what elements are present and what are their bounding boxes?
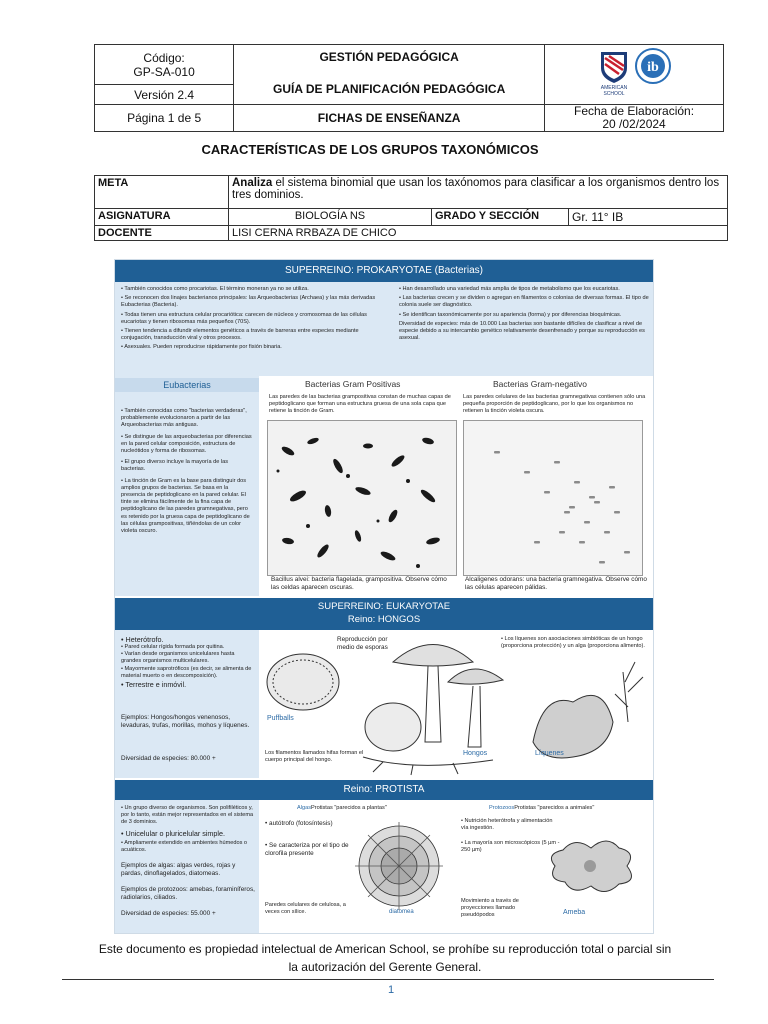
document-title: CARACTERÍSTICAS DE LOS GRUPOS TAXONÓMICOS [201,142,539,157]
gram-positive-text: Las paredes de las bacterias grampositivas constan de muchas capas de peptidoglicano que forman una estructura gruesa de una sola capa que retiene la tinción de Gram. [269,394,451,415]
gram-positive-caption: Bacillus alvei: bacteria flagelada, grampositiva. Observe cómo las celdas aparecen oscuras. [271,576,447,591]
protista-item: • Unicelular o pluricelular simple. [121,828,225,838]
page-cell: Página 1 de 5 [95,105,234,132]
puffballs-label: Puffballs [267,715,294,722]
prok-right-item: • Las bacterias crecen y se dividen o agregan en filamentos o colonias de diversas formas. El tipo de colonia suele ser diagnóstico. [399,295,649,309]
ib-logo [634,47,672,85]
protista-list [121,805,255,854]
protozoa-point-1: • Nutrición heterótrofa y alimentación vía ingestión. [461,818,553,832]
header-title-1: GESTIÓN PEDAGÓGICA [319,49,459,64]
algae-heading-blue: Algas [297,805,311,811]
meta-text [229,176,728,209]
page-number: 1 [388,984,395,996]
fungi-item: • Terrestre e inmóvil. [121,680,187,690]
gram-positive-micrograph [267,420,457,576]
eukaryotae-banner [115,598,653,630]
prok-left-item: • Asexuales. Pueden reproducirse rápidamente por fisión binaria. [121,344,282,351]
taxonomy-poster [114,259,654,934]
date-cell [545,105,724,132]
eubacteria-title: Eubacterias [115,378,259,392]
date-value: 20 /02/2024 [602,117,666,131]
prok-right-item: Diversidad de especies: más de 10.000 Las bacterias son bastante difíciles de clasificar a nivel de especie debido a su intercambio genético relativamente desenfrenado y porque su reproducción es asexual. [399,320,645,342]
algae-point-2: • Se caracteriza por el tipo de clorofila presente [265,842,349,857]
gram-positive-cells-image [268,421,456,575]
teacher-label: DOCENTE [95,226,229,241]
protista-item: • Ampliamente extendido en ambientes húmedos o acuáticos. [121,839,248,853]
prok-left-item: • También conocidos como procariotas. El término moneran ya no se utiliza. [121,286,309,292]
fungi-item: • Heterótrofo. [121,635,164,644]
header-title-2: GUÍA DE PLANIFICACIÓN PEDAGÓGICA [273,81,506,96]
gram-negative-title: Bacterias Gram-negativo [493,379,588,389]
hyphae-label: Los filamentos llamados hifas forman el cuerpo principal del hongo. [265,750,364,764]
meta-verb: Analiza [232,177,273,189]
code-value: GP-SA-010 [133,64,195,79]
footer-notice: Este documento es propiedad intelectual de American School, se prohíbe su reproducción total o parcial sin la autorización del Gerente General. [98,942,672,974]
protista-diversity: Diversidad de especies: 55.000 + [121,910,216,917]
algae-heading-text: Protistas "parecidos a plantas" [311,805,387,811]
hongos-kingdom-title: Reino: HONGOS [347,614,421,625]
code-label: Código: [143,50,185,65]
lichen-text: • Los líquenes son asociaciones simbióticas de un hongo (proporciona protección) y un alga (proporciona alimento). [501,636,645,650]
eubac-item: • Se distingue de las arqueobacterias por diferencias en la pared celular composición, estructura de nucleótidos y forma de ribosomas. [121,433,252,455]
protozoa-examples: Ejemplos de protozoos: amebas, foraminíferos, radiolarios, ciliados. [121,886,255,901]
fungi-diversity: Diversidad de especies: 80.000 + [121,755,216,762]
prokaryotae-banner: SUPERREINO: PROKARYOTAE (Bacterias) [115,260,653,282]
protozoa-heading-blue: Protozoos [489,805,515,811]
logo-caption: AMERICAN SCHOOL [600,85,628,97]
protozoa-heading [489,805,649,812]
protozoa-heading-text: Protistas "parecidos a animales" [514,805,595,811]
gram-negative-caption: Alcaligenes odorans: una bacteria gramnegativa. Observe cómo las células aparecen pálidas. [465,576,647,591]
prokaryotae-left-list [121,286,383,352]
spore-label: Reproducción por medio de esporas [337,636,388,651]
prok-right-item: • Se identifican taxonómicamente por su apariencia (forma) y por diferencias bioquímicas. [399,311,622,318]
algae-heading [297,805,467,812]
gram-negative-micrograph [463,420,643,576]
diatom-illustration [347,816,451,916]
grade-label: GRADO Y SECCIÓN [432,209,569,226]
svg-text:ib: ib [647,60,659,75]
eukaryotae-title: SUPERREINO: EUKARYOTAE [317,601,451,612]
eubac-item: • También conocidas como "bacterias verdaderas", probablemente evolucionaron a partir de las Arqueobacterias más antiguas. [121,408,247,429]
meta-table [94,175,728,241]
prok-left-item: • Se reconocen dos linajes bacterianos principales: las Arqueobacterias (Archaea) y las más derivadas Eubacterias (Bacteria). [121,295,376,309]
date-label: Fecha de Elaboración: [573,104,695,118]
prok-left-item: • Todas tienen una estructura celular procariótica: carecen de núcleos y cromosomas de las células eucariotas y tienen ribosomas más pequeños (70S). [121,311,367,325]
gram-negative-cells-image [464,421,642,575]
liquenes-label: Líquenes [535,750,564,757]
prok-left-item: • Tienen tendencia a difundir elementos genéticos a través de barreras entre especies mediante conjugación, transducción viral y otros procesos. [121,328,359,342]
version-cell: Versión 2.4 [95,85,234,105]
diatomea-label: diatomea [389,909,414,915]
algae-examples: Ejemplos de algas: algas verdes, rojas y pardas, dinoflagelados, diatomeas. [121,862,236,877]
gram-negative-text: Las paredes celulares de las bacterias gramnegativas contienen sólo una pequeña proporción de peptidoglicano, por lo que los organismos no retienen la tinción violeta oscura. [463,394,646,415]
eubac-item: • El grupo diverso incluye la mayoría de las bacterias. [121,459,229,473]
algae-point-1: • autótrofo (fotosíntesis) [265,820,333,827]
eubacteria-list [121,408,253,535]
fungi-item: • Mayormente saprotróficos (es decir, se alimenta de material muerto o en descomposición). [121,665,252,679]
grade-value: Gr. 11° IB [569,209,728,226]
header-title-3: FICHAS DE ENSEÑANZA [234,105,545,132]
fungi-item: • Varían desde organismos unicelulares hasta grandes organismos multicelulares. [121,651,235,665]
fungi-list [121,635,255,689]
prokaryotae-right-list [399,286,649,342]
meta-description: el sistema binomial que usan los taxónomos para clasificar a los organismos dentro los tres dominios. [232,177,720,201]
gram-positive-title: Bacterias Gram Positivas [305,379,401,389]
fungi-examples: Ejemplos: Hongos/hongos venenosos, levaduras, trufas, morillas, mohos y líquenes. [121,714,250,729]
hongos-label: Hongos [463,750,488,757]
meta-label: META [95,176,229,209]
code-cell [95,45,234,85]
footer-divider [62,979,714,980]
title-cell [234,45,545,105]
prok-right-item: • Han desarrollado una variedad más amplia de tipos de metabolismo que los eucariotas. [399,286,620,292]
protista-item: • Un grupo diverso de organismos. Son polifiléticos y, por lo tanto, están mejor representados en el sistema de 3 dominios. [121,805,254,826]
teacher-value: LISI CERNA RRBAZA DE CHICO [229,226,728,241]
subject-value: BIOLOGÍA NS [229,209,432,226]
pseudopod-text: Movimiento a través de proyecciones llamado pseudópodos [461,898,519,919]
fungi-item: • Pared celular rígida formada por quitina. [121,644,225,650]
protista-banner: Reino: PROTISTA [115,780,653,800]
amoeba-illustration [535,826,645,902]
protozoa-point-2: • La mayoría son microscópicos (5 µm - 250 µm) [461,840,560,854]
eubac-item: • La tinción de Gram es la base para distinguir dos amplios grupos de bacterias. Se basa en la presencia de peptidoglicano en la pared celular. El tinte se elimina fácilmente de la fina capa de peptidoglicano de las paredes gramnegativas, pero es retenido por la gruesa capa de peptidoglicano de las células grampositivas, tiñéndolas de un color violeta oscuro. [121,477,250,535]
ameba-label: Ameba [563,909,586,916]
american-school-shield-logo [599,50,629,84]
subject-label: ASIGNATURA [95,209,229,226]
diatom-wall-text: Paredes celulares de celulosa, a veces con sílice. [265,902,346,916]
